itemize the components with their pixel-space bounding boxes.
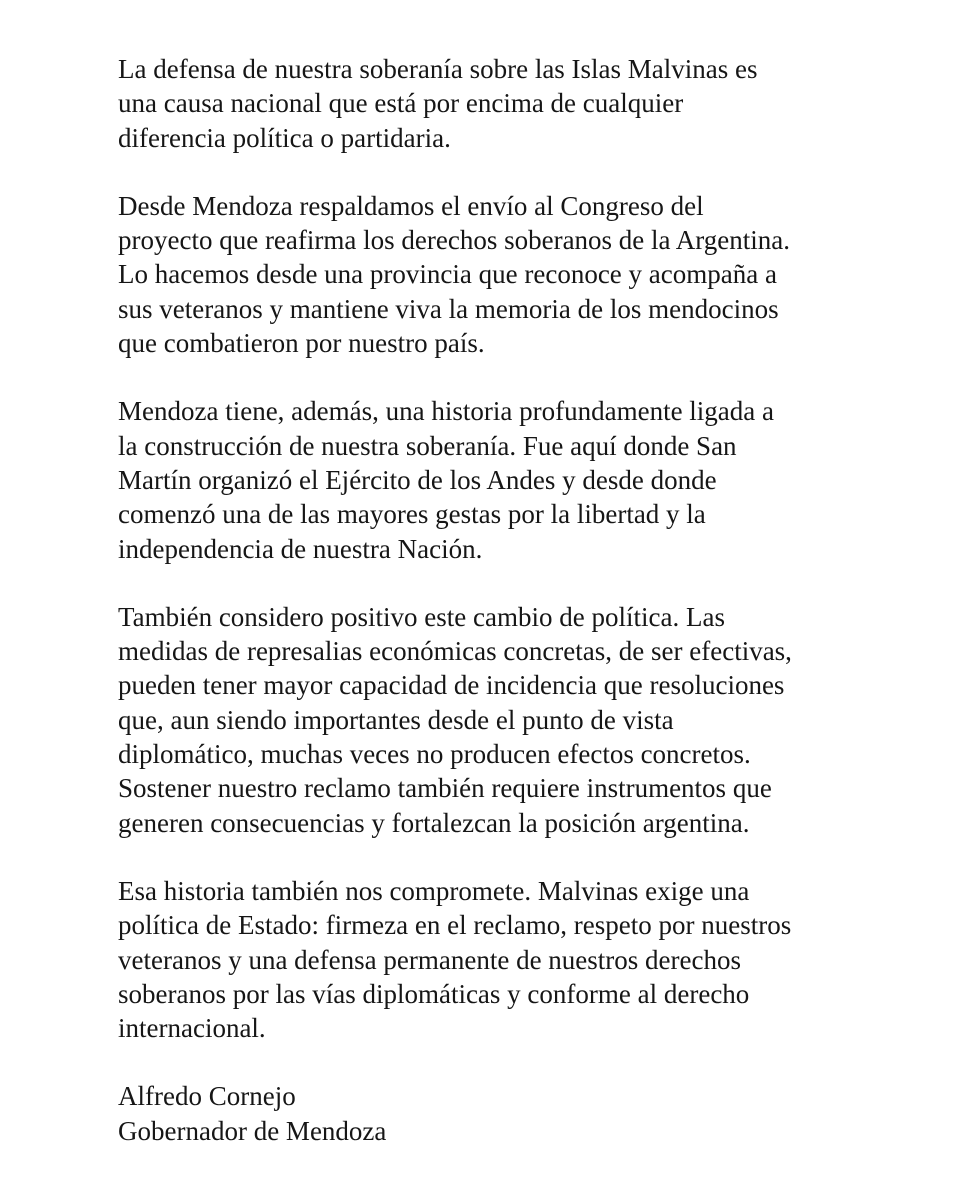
text-line: pueden tener mayor capacidad de incidencia que resoluciones [118,670,785,701]
text-line: diplomático, muchas veces no producen efectos concretos. [118,739,751,770]
text-line: comenzó una de las mayores gestas por la libertad y la [118,499,706,530]
text-line: soberanos por las vías diplomáticas y conforme al derecho [118,978,750,1009]
text-line: Mendoza tiene, además, una historia profundamente ligada a [118,396,775,427]
text-line: Lo hacemos desde una provincia que reconoce y acompaña a [118,259,777,290]
text-line: una causa nacional que está por encima de cualquier [118,88,684,119]
text-line: internacional. [118,1013,266,1044]
signature-name: Alfredo Cornejo [118,1081,296,1112]
text-line: Esa historia también nos compromete. Malvinas exige una [118,875,750,906]
text-line: proyecto que reafirma los derechos soberanos de la Argentina. [118,225,791,256]
text-line: Sostener nuestro reclamo también requiere instrumentos que [118,773,772,804]
text-line: Desde Mendoza respaldamos el envío al Congreso del [118,190,704,221]
text-line: Martín organizó el Ejército de los Andes y desde donde [118,464,717,495]
paragraph-state-policy [118,874,918,1045]
text-line: diferencia política o partidaria. [118,122,451,153]
text-line: La defensa de nuestra soberanía sobre las Islas Malvinas es [118,54,758,84]
text-line: política de Estado: firmeza en el reclamo, respeto por nuestros [118,910,792,941]
paragraph-mendoza-history [118,394,918,565]
text-line: que combatieron por nuestro país. [118,328,485,359]
signature-block [118,1079,918,1148]
paragraph-malvinas-cause [118,52,918,155]
statement-letter [118,52,918,1148]
text-line: medidas de represalias económicas concretas, de ser efectivas, [118,636,792,667]
text-line: la construcción de nuestra soberanía. Fue aquí donde San [118,430,737,461]
text-line: independencia de nuestra Nación. [118,533,483,564]
text-line: generen consecuencias y fortalezcan la posición argentina. [118,807,750,838]
signature-title: Gobernador de Mendoza [118,1115,387,1146]
text-line: sus veteranos y mantiene viva la memoria de los mendocinos [118,293,779,324]
text-line: que, aun siendo importantes desde el punto de vista [118,704,674,735]
paragraph-policy-change [118,600,918,840]
text-line: veteranos y una defensa permanente de nuestros derechos [118,944,741,975]
paragraph-congress-support [118,189,918,360]
text-line: También considero positivo este cambio de política. Las [118,601,725,632]
